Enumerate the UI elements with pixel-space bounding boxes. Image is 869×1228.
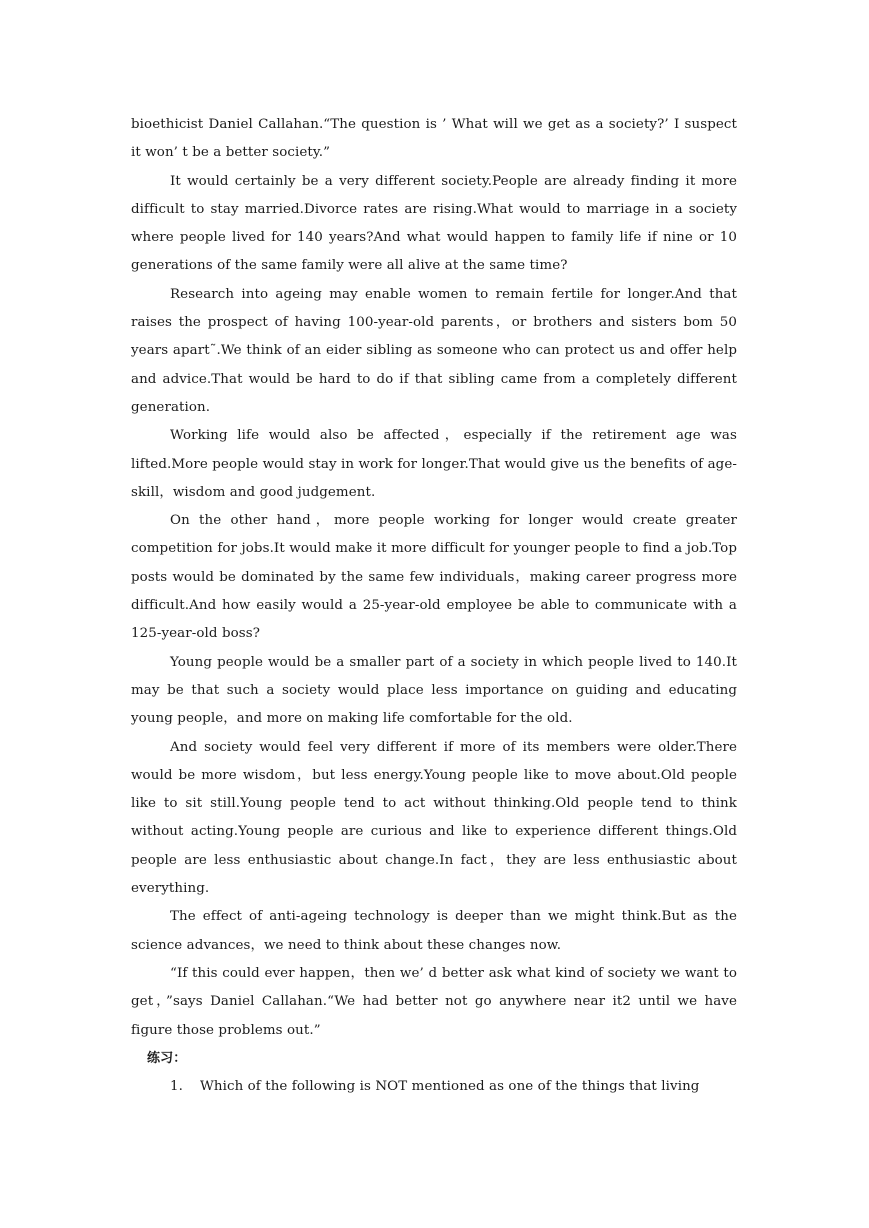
question-number: 1.: [170, 1079, 183, 1095]
document-page: [131, 111, 737, 1101]
paragraph-3: Research into ageing may enable women to remain fertile for longer.And that raises the prospect of having 100-year-old parents，or brothers and sisters bom 50 years apart˜.We think of an eider sibling as someone who can protect us and offer help and advice.That would be hard to do if that sibling came from a completely different generation.: [131, 286, 737, 415]
exercise-heading: 练习：: [147, 1050, 187, 1066]
paragraph-7: And society would feel very different if more of its members were older.There would be more wisdom，but less energy.Young people like to move about.Old people like to sit still.Young people tend to act without thinking.Old people tend to think without acting.Young people are curious and like to experience different things.Old people are less enthusiastic about change.In fact，they are less enthusiastic about everything.: [131, 739, 737, 897]
paragraph-6: Young people would be a smaller part of a society in which people lived to 140.It may be that such a society would place less importance on guiding and educating young people，and more on making life comfortable for the old.: [131, 654, 737, 727]
paragraph-8: The effect of anti-ageing technology is deeper than we might think.But as the science advances，we need to think about these changes now.: [131, 909, 737, 953]
paragraph-9: “If this could ever happen，then we’ d better ask what kind of society we want to get，”says Daniel Callahan.“We had better not go anywhere near it2 until we have figure those problems out.”: [131, 965, 737, 1038]
paragraph-5: On the other hand，more people working for longer would create greater competition for jobs.It would make it more difficult for younger people to find a job.Top posts would be dominated by the same few individuals，making career progress more difficult.And how easily would a 25-year-old employee be able to communicate with a 125-year-old boss?: [131, 513, 737, 642]
question-text: Which of the following is NOT mentioned as one of the things that living: [200, 1079, 700, 1095]
paragraph-1: bioethicist Daniel Callahan.“The question is ’ What will we get as a society?’ I suspect it won’ t be a better society.”: [131, 117, 737, 161]
paragraph-2: It would certainly be a very different society.People are already finding it more difficult to stay married.Divorce rates are rising.What would to marriage in a society where people lived for 140 years?And what would happen to family life if nine or 10 generations of the same family were all alive at the same time?: [131, 173, 737, 274]
paragraph-4: Working life would also be affected，especially if the retirement age was lifted.More people would stay in work for longer.That would give us the benefits of age-skill，wisdom and good judgement.: [131, 428, 737, 500]
exercise-question-1: [131, 1073, 737, 1101]
